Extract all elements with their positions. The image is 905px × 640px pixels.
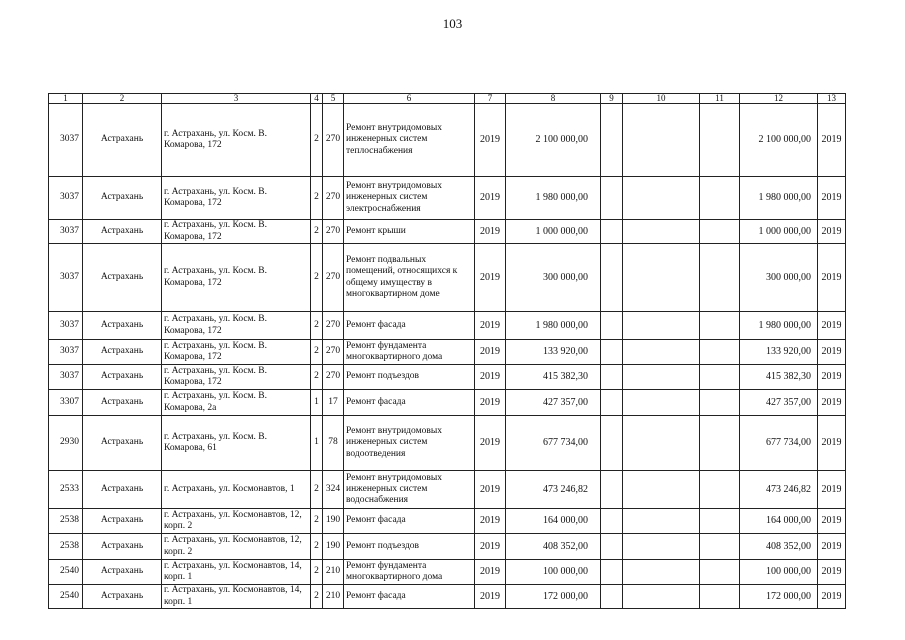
total-cost-cell: 2 100 000,00 [740,104,818,177]
apartments-cell: 270 [323,104,344,177]
empty-cell [601,312,623,340]
object-id-cell: 3037 [49,312,83,340]
completion-year-cell: 2019 [818,560,846,585]
object-id-cell: 3037 [49,340,83,365]
city-cell: Астрахань [83,244,162,312]
completion-year-cell: 2019 [818,416,846,471]
city-cell: Астрахань [83,177,162,220]
floors-cell: 2 [311,340,323,365]
cost-cell: 300 000,00 [506,244,601,312]
apartments-cell: 17 [323,390,344,416]
floors-cell: 2 [311,585,323,609]
floors-cell: 2 [311,560,323,585]
city-cell: Астрахань [83,471,162,509]
address-cell: г. Астрахань, ул. Косм. В. Комарова, 2а [162,390,311,416]
empty-cell [623,585,700,609]
apartments-cell: 270 [323,340,344,365]
table-row [49,340,846,365]
empty-cell [601,365,623,390]
apartments-cell: 270 [323,244,344,312]
year-cell: 2019 [475,585,506,609]
year-cell: 2019 [475,244,506,312]
object-id-cell: 2540 [49,560,83,585]
apartments-cell: 270 [323,177,344,220]
total-cost-cell: 415 382,30 [740,365,818,390]
year-cell: 2019 [475,390,506,416]
empty-cell [700,560,740,585]
city-cell: Астрахань [83,340,162,365]
table-row [49,220,846,244]
column-number: 11 [700,94,740,104]
work-type-cell: Ремонт фасада [344,390,475,416]
city-cell: Астрахань [83,365,162,390]
completion-year-cell: 2019 [818,177,846,220]
year-cell: 2019 [475,560,506,585]
empty-cell [623,416,700,471]
apartments-cell: 78 [323,416,344,471]
address-cell: г. Астрахань, ул. Косм. В. Комарова, 172 [162,312,311,340]
object-id-cell: 2538 [49,534,83,560]
address-cell: г. Астрахань, ул. Косм. В. Комарова, 172 [162,220,311,244]
empty-cell [700,471,740,509]
floors-cell: 2 [311,471,323,509]
column-number: 13 [818,94,846,104]
column-number: 10 [623,94,700,104]
total-cost-cell: 473 246,82 [740,471,818,509]
empty-cell [601,244,623,312]
address-cell: г. Астрахань, ул. Космонавтов, 12, корп. 2 [162,509,311,534]
empty-cell [623,104,700,177]
completion-year-cell: 2019 [818,312,846,340]
cost-cell: 164 000,00 [506,509,601,534]
table-row [49,509,846,534]
empty-cell [601,220,623,244]
work-type-cell: Ремонт фасада [344,509,475,534]
apartments-cell: 190 [323,509,344,534]
completion-year-cell: 2019 [818,509,846,534]
city-cell: Астрахань [83,585,162,609]
year-cell: 2019 [475,509,506,534]
total-cost-cell: 172 000,00 [740,585,818,609]
empty-cell [601,104,623,177]
empty-cell [601,416,623,471]
empty-cell [700,416,740,471]
table-row [49,416,846,471]
year-cell: 2019 [475,104,506,177]
column-number: 7 [475,94,506,104]
object-id-cell: 3037 [49,220,83,244]
empty-cell [700,104,740,177]
year-cell: 2019 [475,312,506,340]
table-row [49,560,846,585]
cost-cell: 172 000,00 [506,585,601,609]
address-cell: г. Астрахань, ул. Космонавтов, 12, корп. 2 [162,534,311,560]
work-type-cell: Ремонт внутридомовых инженерных систем электроснабжения [344,177,475,220]
city-cell: Астрахань [83,416,162,471]
apartments-cell: 270 [323,365,344,390]
object-id-cell: 3037 [49,365,83,390]
year-cell: 2019 [475,534,506,560]
address-cell: г. Астрахань, ул. Космонавтов, 14, корп. 1 [162,560,311,585]
floors-cell: 1 [311,390,323,416]
column-number: 9 [601,94,623,104]
work-type-cell: Ремонт крыши [344,220,475,244]
completion-year-cell: 2019 [818,585,846,609]
empty-cell [700,340,740,365]
work-type-cell: Ремонт внутридомовых инженерных систем теплоснабжения [344,104,475,177]
table-row [49,104,846,177]
object-id-cell: 2930 [49,416,83,471]
column-number-row [49,94,846,104]
object-id-cell: 3307 [49,390,83,416]
floors-cell: 2 [311,365,323,390]
address-cell: г. Астрахань, ул. Космонавтов, 14, корп. 1 [162,585,311,609]
cost-cell: 1 000 000,00 [506,220,601,244]
work-type-cell: Ремонт фасада [344,312,475,340]
work-type-cell: Ремонт подвальных помещений, относящихся к общему имуществу в многоквартирном доме [344,244,475,312]
total-cost-cell: 1 980 000,00 [740,177,818,220]
city-cell: Астрахань [83,104,162,177]
empty-cell [601,471,623,509]
total-cost-cell: 408 352,00 [740,534,818,560]
city-cell: Астрахань [83,509,162,534]
empty-cell [623,509,700,534]
empty-cell [623,471,700,509]
empty-cell [700,177,740,220]
year-cell: 2019 [475,365,506,390]
object-id-cell: 2540 [49,585,83,609]
page-number: 103 [442,16,463,31]
completion-year-cell: 2019 [818,390,846,416]
year-cell: 2019 [475,416,506,471]
cost-cell: 100 000,00 [506,560,601,585]
column-number: 3 [162,94,311,104]
work-type-cell: Ремонт фасада [344,585,475,609]
apartments-cell: 270 [323,220,344,244]
apartments-cell: 270 [323,312,344,340]
empty-cell [700,585,740,609]
year-cell: 2019 [475,340,506,365]
city-cell: Астрахань [83,312,162,340]
address-cell: г. Астрахань, ул. Косм. В. Комарова, 172 [162,104,311,177]
address-cell: г. Астрахань, ул. Косм. В. Комарова, 172 [162,340,311,365]
table-row [49,365,846,390]
empty-cell [623,390,700,416]
city-cell: Астрахань [83,390,162,416]
column-number: 12 [740,94,818,104]
empty-cell [623,340,700,365]
address-cell: г. Астрахань, ул. Косм. В. Комарова, 172 [162,365,311,390]
empty-cell [700,312,740,340]
address-cell: г. Астрахань, ул. Космонавтов, 1 [162,471,311,509]
work-type-cell: Ремонт внутридомовых инженерных систем водоотведения [344,416,475,471]
total-cost-cell: 1 000 000,00 [740,220,818,244]
cost-cell: 677 734,00 [506,416,601,471]
empty-cell [623,244,700,312]
cost-cell: 2 100 000,00 [506,104,601,177]
city-cell: Астрахань [83,560,162,585]
cost-cell: 427 357,00 [506,390,601,416]
total-cost-cell: 427 357,00 [740,390,818,416]
floors-cell: 2 [311,244,323,312]
floors-cell: 2 [311,177,323,220]
empty-cell [623,177,700,220]
completion-year-cell: 2019 [818,365,846,390]
empty-cell [601,585,623,609]
cost-cell: 473 246,82 [506,471,601,509]
total-cost-cell: 164 000,00 [740,509,818,534]
address-cell: г. Астрахань, ул. Косм. В. Комарова, 61 [162,416,311,471]
work-type-cell: Ремонт фундамента многоквартирного дома [344,340,475,365]
apartments-cell: 210 [323,560,344,585]
table-row [49,244,846,312]
empty-cell [623,312,700,340]
work-plan-table [48,93,846,609]
empty-cell [623,220,700,244]
object-id-cell: 2538 [49,509,83,534]
total-cost-cell: 133 920,00 [740,340,818,365]
object-id-cell: 3037 [49,244,83,312]
empty-cell [700,390,740,416]
work-type-cell: Ремонт фундамента многоквартирного дома [344,560,475,585]
completion-year-cell: 2019 [818,104,846,177]
completion-year-cell: 2019 [818,220,846,244]
apartments-cell: 190 [323,534,344,560]
year-cell: 2019 [475,177,506,220]
address-cell: г. Астрахань, ул. Косм. В. Комарова, 172 [162,177,311,220]
table-row [49,312,846,340]
cost-cell: 415 382,30 [506,365,601,390]
object-id-cell: 2533 [49,471,83,509]
completion-year-cell: 2019 [818,244,846,312]
floors-cell: 2 [311,312,323,340]
column-number: 1 [49,94,83,104]
cost-cell: 1 980 000,00 [506,312,601,340]
empty-cell [700,509,740,534]
year-cell: 2019 [475,471,506,509]
floors-cell: 1 [311,416,323,471]
empty-cell [700,220,740,244]
total-cost-cell: 677 734,00 [740,416,818,471]
empty-cell [623,534,700,560]
total-cost-cell: 100 000,00 [740,560,818,585]
table-row [49,585,846,609]
column-number: 4 [311,94,323,104]
apartments-cell: 324 [323,471,344,509]
column-number: 8 [506,94,601,104]
apartments-cell: 210 [323,585,344,609]
completion-year-cell: 2019 [818,340,846,365]
column-number: 6 [344,94,475,104]
empty-cell [623,365,700,390]
cost-cell: 133 920,00 [506,340,601,365]
object-id-cell: 3037 [49,104,83,177]
city-cell: Астрахань [83,534,162,560]
empty-cell [601,560,623,585]
object-id-cell: 3037 [49,177,83,220]
floors-cell: 2 [311,104,323,177]
total-cost-cell: 1 980 000,00 [740,312,818,340]
work-type-cell: Ремонт внутридомовых инженерных систем водоснабжения [344,471,475,509]
empty-cell [601,390,623,416]
floors-cell: 2 [311,509,323,534]
completion-year-cell: 2019 [818,471,846,509]
floors-cell: 2 [311,220,323,244]
year-cell: 2019 [475,220,506,244]
table-row [49,390,846,416]
table-row [49,471,846,509]
work-type-cell: Ремонт подъездов [344,534,475,560]
address-cell: г. Астрахань, ул. Косм. В. Комарова, 172 [162,244,311,312]
floors-cell: 2 [311,534,323,560]
total-cost-cell: 300 000,00 [740,244,818,312]
empty-cell [601,340,623,365]
empty-cell [601,509,623,534]
empty-cell [601,177,623,220]
cost-cell: 1 980 000,00 [506,177,601,220]
empty-cell [623,560,700,585]
table-row [49,534,846,560]
empty-cell [700,534,740,560]
column-number: 2 [83,94,162,104]
empty-cell [700,365,740,390]
city-cell: Астрахань [83,220,162,244]
work-type-cell: Ремонт подъездов [344,365,475,390]
cost-cell: 408 352,00 [506,534,601,560]
column-number: 5 [323,94,344,104]
empty-cell [601,534,623,560]
table-row [49,177,846,220]
completion-year-cell: 2019 [818,534,846,560]
empty-cell [700,244,740,312]
